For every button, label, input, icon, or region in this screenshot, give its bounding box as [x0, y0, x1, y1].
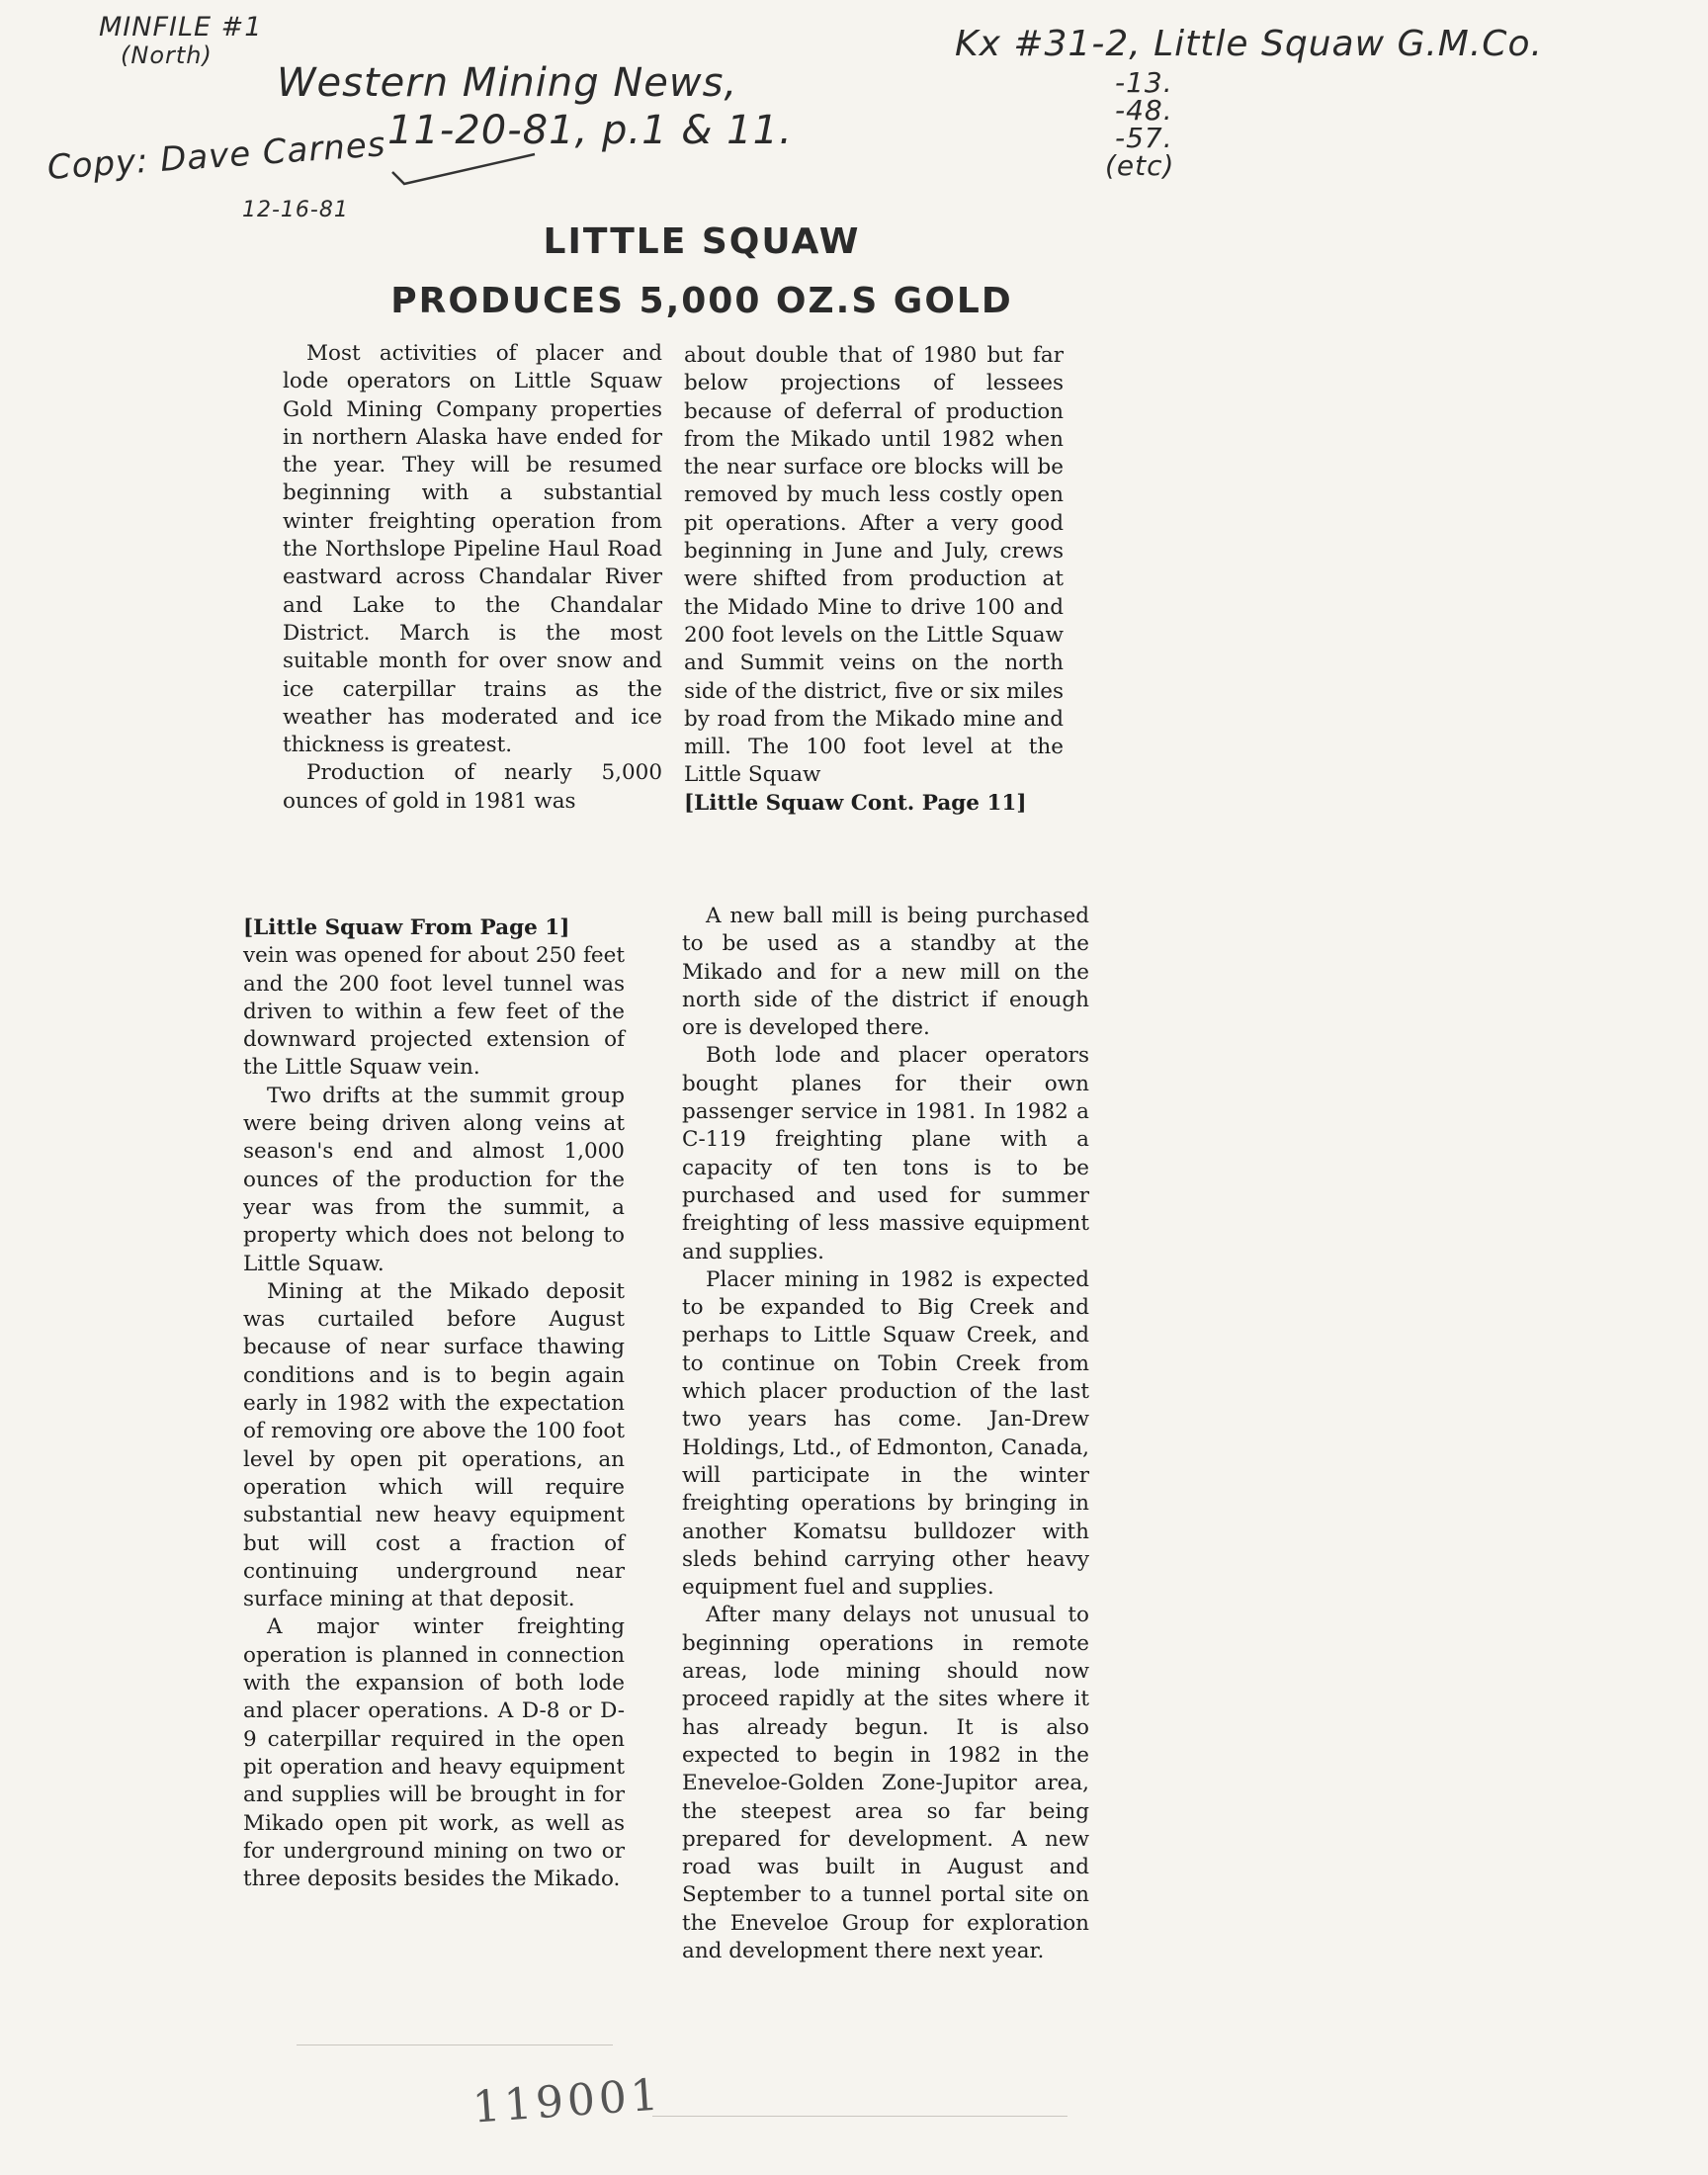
paragraph: Both lode and placer operators bought planes for their own passenger service in 1981. In 1982 a C-119 freighting plane with a capacity of ten tons is to be purchased and used for summer freighting of less massive equipment and supplies. — [682, 1043, 1089, 1264]
copy-annotation: Copy: Dave Carnes — [45, 125, 387, 188]
kx-annotation: Kx #31-2, Little Squaw G.M.Co. — [955, 24, 1543, 64]
paragraph: Production of nearly 5,000 ounces of gold in 1981 was — [283, 760, 662, 814]
paragraph: Most activities of placer and lode operators on Little Squaw Gold Mining Company properties in northern Alaska have ended for the year. They will be resumed beginning with a substantial winter freighting operation from the Northslope Pipeline Haul Road eastward across Chandalar River and Lake to the Chandalar District. March is the most suitable month for over snow and ice caterpillar trains as the weather has moderated and ice thickness is greatest. — [283, 341, 662, 758]
checkmark-icon — [390, 150, 539, 190]
paragraph: Mining at the Mikado deposit was curtailed before August because of near surface thawing conditions and is to begin again early in 1982 with the expectation of removing ore above the 100 foot level by open pit operations, an operation which will require substantial new heavy equipment but will cost a fraction of continuing underground near surface mining at that deposit. — [243, 1278, 625, 1612]
clipping-edge — [652, 2116, 1068, 2117]
kx-list-item: -57. — [1115, 122, 1173, 154]
paragraph: A major winter freighting operation is planned in connection with the expansion of both lode and placer operations. A D-8 or D-9 caterpillar required in the open pit operation and heavy equipment and supplies will be brought in for Mikado open pit work, as well as for underground mining on two or three deposits besides the Mikado. — [243, 1614, 625, 1892]
date-annotation: 12-16-81 — [242, 198, 349, 222]
kx-list — [1105, 66, 1175, 182]
source-line-2: 11-20-81, p.1 & 11. — [387, 108, 793, 153]
source-line-1: Western Mining News, — [277, 60, 738, 106]
continued-jump-line: [Little Squaw Cont. Page 11] — [684, 790, 1027, 816]
minifile-annotation: MINFILE #1 — [99, 12, 263, 43]
article-column-3 — [243, 914, 625, 1893]
clipping-edge — [297, 2044, 613, 2045]
paragraph: After many delays not unusual to beginning operations in remote areas, lode mining should now proceed rapidly at the sites where it has already begun. It is also expected to begin in 1982 in the Eneveloe-Golden Zone-Jupitor area, the steepest area so far being prepared for development. A new road was built in August and September to a tunnel portal site on the Eneveloe Group for exploration and development there next year. — [682, 1603, 1089, 1963]
paragraph: about double that of 1980 but far below projections of lessees because of deferral of production from the Mikado until 1982 when the near surface ore blocks will be removed by much less costly open pit operations. After a very good beginning in June and July, crews were shifted from production at the Midado Mine to drive 100 and 200 foot levels on the Little Squaw and Summit veins on the north side of the district, five or six miles by road from the Mikado mine and mill. The 100 foot level at the Little Squaw — [684, 343, 1064, 788]
paragraph: Placer mining in 1982 is expected to be expanded to Big Creek and perhaps to Little Squaw Creek, and to continue on Tobin Creek from which placer production of the last two years has come. Jan-Drew Holdings, Ltd., of Edmonton, Canada, will participate in the winter freighting operations by bringing in another Komatsu bulldozer with sleds behind carrying other heavy equipment fuel and supplies. — [682, 1266, 1089, 1601]
article-column-1 — [283, 340, 662, 816]
continued-from-line: [Little Squaw From Page 1] — [243, 915, 570, 940]
kx-list-item: (etc) — [1105, 149, 1175, 182]
article-column-4 — [682, 903, 1089, 1965]
headline-line-1: LITTLE SQUAW — [543, 221, 861, 262]
paragraph: Two drifts at the summit group were being driven along veins at season's end and almost 1,000 ounces of the production for the year was from the summit, a property which does not belong to Little Squaw. — [243, 1083, 625, 1276]
stamp-number: 119001 — [470, 2069, 664, 2133]
headline-line-2: PRODUCES 5,000 OZ.S GOLD — [390, 281, 1013, 321]
paragraph: A new ball mill is being purchased to be used as a standby at the Mikado and for a new mill on the north side of the district if enough ore is developed there. — [682, 904, 1089, 1041]
region-annotation: (North) — [121, 42, 213, 69]
kx-list-item: -13. — [1115, 66, 1173, 99]
article-column-2 — [684, 342, 1064, 818]
kx-list-item: -48. — [1115, 94, 1173, 127]
paragraph: vein was opened for about 250 feet and the 200 foot level tunnel was driven to within a few feet of the downward projected extension of the Little Squaw vein. — [243, 943, 625, 1081]
